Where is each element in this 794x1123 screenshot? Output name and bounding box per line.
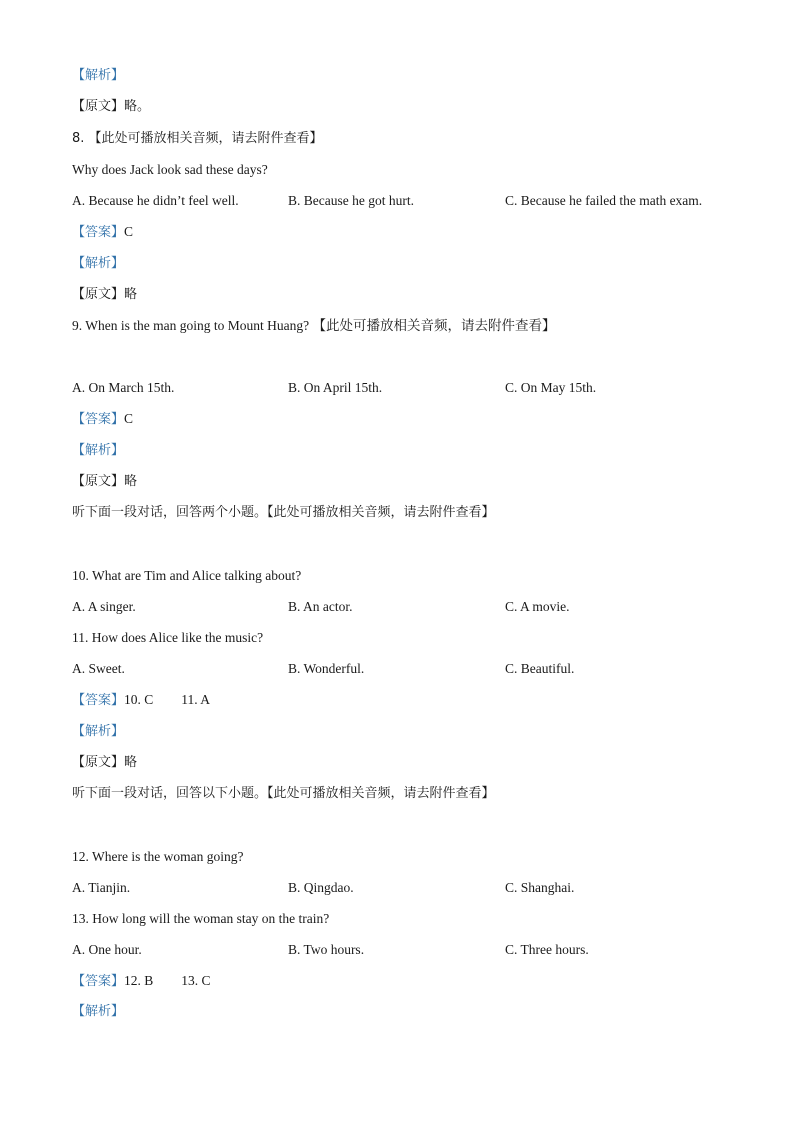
question-8-option-b: B. Because he got hurt. <box>288 193 414 208</box>
question-11-option-a: A. Sweet. <box>72 661 125 676</box>
question-8-answer <box>72 223 133 242</box>
answer-value: 10. C <box>124 692 154 707</box>
question-12-option-c: C. Shanghai. <box>505 880 575 895</box>
analysis-label: 【解析】 <box>72 256 125 271</box>
analysis-label: 【解析】 <box>72 1004 125 1019</box>
question-13-option-a: A. One hour. <box>72 942 142 957</box>
question-9-answer <box>72 410 133 429</box>
question-10-11-answer <box>72 691 210 710</box>
answer-value: 11. A <box>181 692 211 707</box>
original-text-line: 【原文】略。 <box>72 99 151 114</box>
answer-label: 【答案】 <box>72 225 125 240</box>
section-1-intro: 听下面一段对话，回答两个小题。【此处可播放相关音频，请去附件查看】 <box>72 505 495 520</box>
question-11-option-b: B. Wonderful. <box>288 661 365 676</box>
answer-value: 13. C <box>181 973 211 988</box>
question-10-option-a: A. A singer. <box>72 599 136 614</box>
question-11-text: 11. How does Alice like the music? <box>72 630 264 645</box>
question-10-option-c: C. A movie. <box>505 599 570 614</box>
question-12-text: 12. Where is the woman going? <box>72 849 244 864</box>
question-8-option-c: C. Because he failed the math exam. <box>505 193 703 208</box>
question-8-title: 8. 【此处可播放相关音频，请去附件查看】 <box>72 131 323 146</box>
original-text-line: 【原文】略 <box>72 287 138 302</box>
question-13-text: 13. How long will the woman stay on the train? <box>72 911 330 926</box>
answer-label: 【答案】 <box>72 412 125 427</box>
answer-label: 【答案】 <box>72 693 125 708</box>
question-9-text: 9. When is the man going to Mount Huang? 【此处可播放相关音频，请去附件查看】 <box>72 318 556 333</box>
analysis-label: 【解析】 <box>72 68 125 83</box>
analysis-label: 【解析】 <box>72 724 125 739</box>
question-8-option-a: A. Because he didn’t feel well. <box>72 193 239 208</box>
section-2-intro: 听下面一段对话，回答以下小题。【此处可播放相关音频，请去附件查看】 <box>72 786 495 801</box>
question-9-option-b: B. On April 15th. <box>288 380 383 395</box>
analysis-label: 【解析】 <box>72 443 125 458</box>
question-10-text: 10. What are Tim and Alice talking about? <box>72 568 302 583</box>
question-9-option-c: C. On May 15th. <box>505 380 597 395</box>
question-12-13-answer <box>72 972 211 991</box>
original-text-line: 【原文】略 <box>72 474 138 489</box>
question-11-option-c: C. Beautiful. <box>505 661 575 676</box>
question-13-option-c: C. Three hours. <box>505 942 589 957</box>
question-13-option-b: B. Two hours. <box>288 942 365 957</box>
question-8-text: Why does Jack look sad these days? <box>72 162 268 177</box>
answer-value: 12. B <box>124 973 154 988</box>
answer-value: C <box>124 411 134 426</box>
answer-value: C <box>124 224 134 239</box>
answer-label: 【答案】 <box>72 974 125 989</box>
question-12-option-a: A. Tianjin. <box>72 880 131 895</box>
question-12-option-b: B. Qingdao. <box>288 880 354 895</box>
question-10-option-b: B. An actor. <box>288 599 353 614</box>
original-text-line: 【原文】略 <box>72 755 138 770</box>
question-9-option-a: A. On March 15th. <box>72 380 175 395</box>
